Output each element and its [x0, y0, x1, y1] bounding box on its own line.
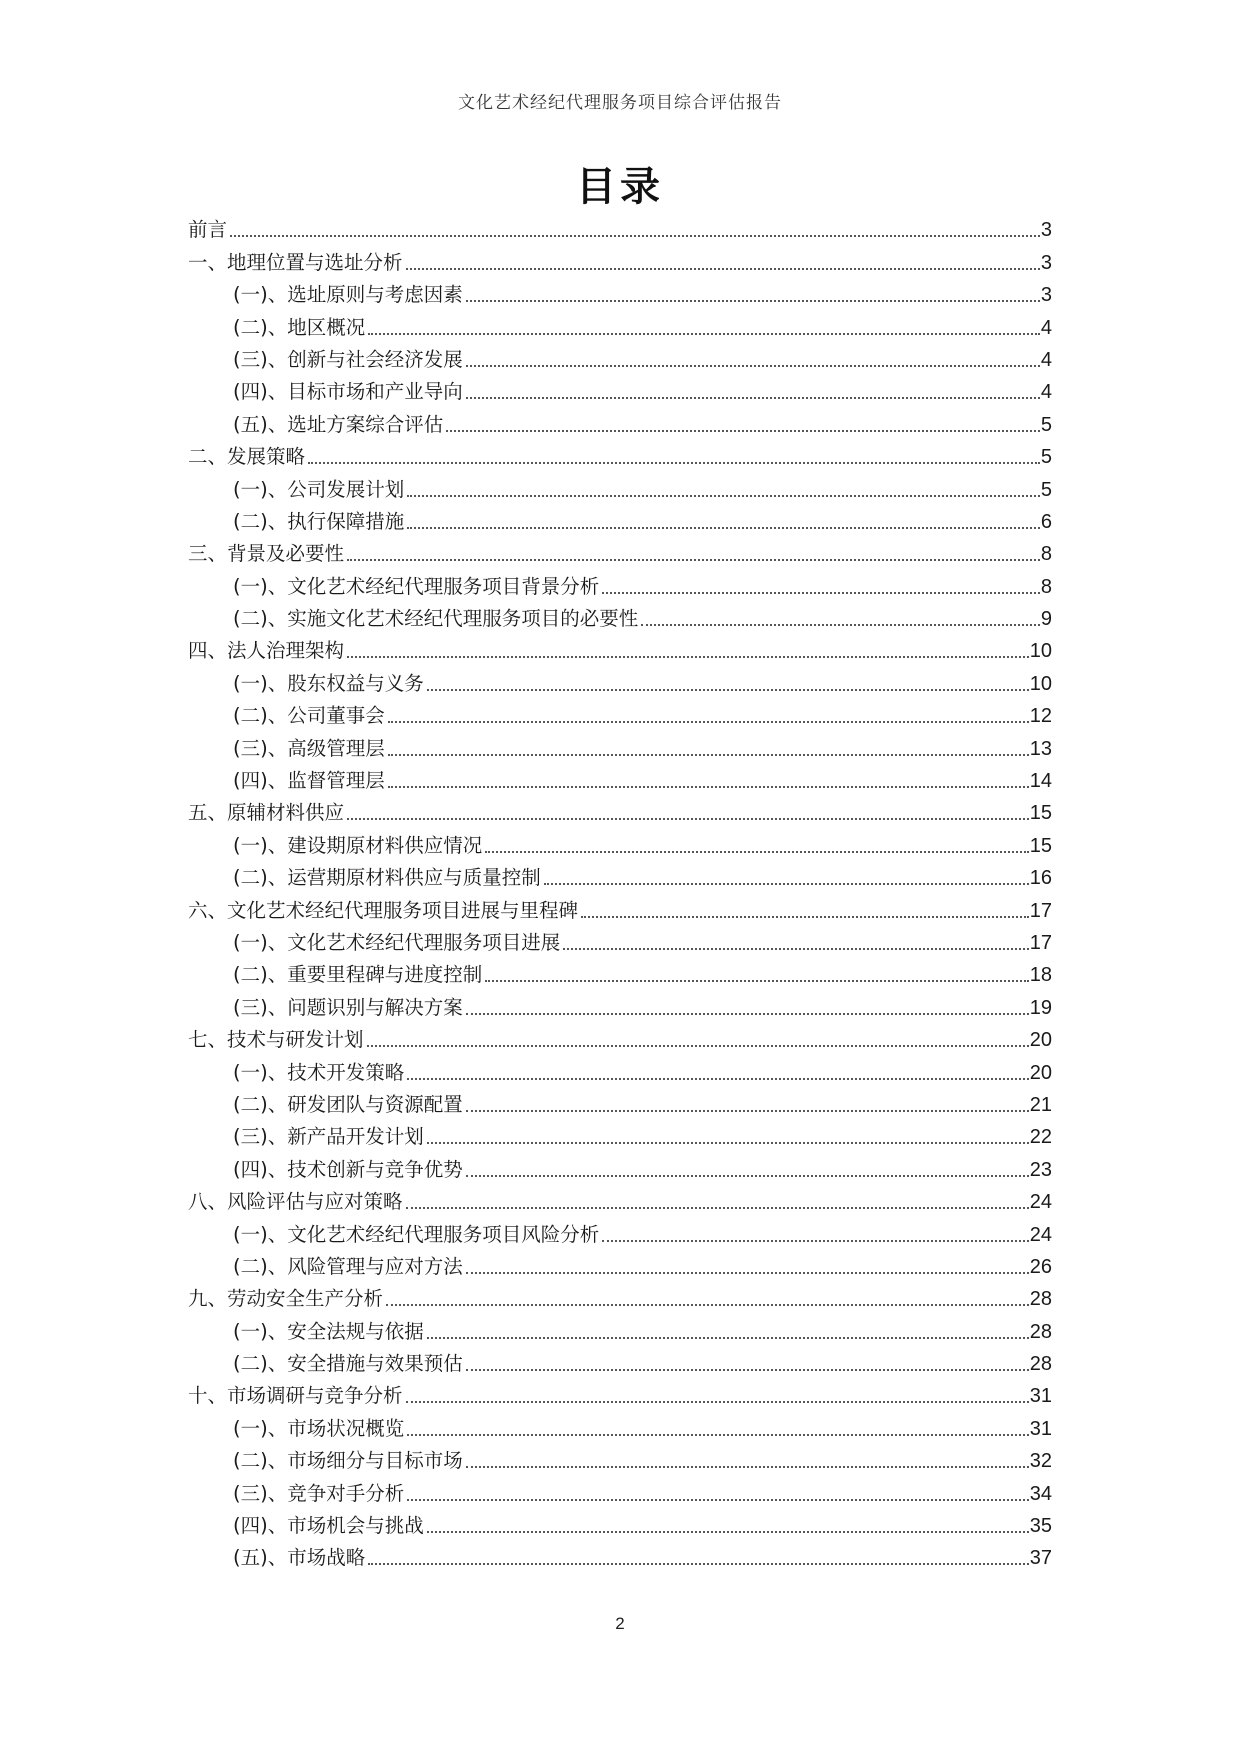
- toc-entry-label: 七、技术与研发计划: [188, 1028, 364, 1052]
- dot-leader: [563, 948, 1029, 950]
- table-of-contents: [188, 213, 1052, 1573]
- toc-entry-page-number: 4: [1040, 381, 1052, 404]
- toc-entry-page-number: 28: [1029, 1320, 1052, 1343]
- toc-entry-page-number: 26: [1029, 1255, 1052, 1278]
- toc-section-entry[interactable]: [188, 343, 1052, 375]
- toc-entry-label: (四)、监督管理层: [233, 769, 385, 793]
- dot-leader: [641, 624, 1040, 626]
- dot-leader: [466, 1110, 1029, 1112]
- toc-entry-page-number: 5: [1040, 446, 1052, 469]
- dot-leader: [388, 786, 1029, 788]
- dot-leader: [544, 883, 1029, 885]
- dot-leader: [347, 559, 1040, 561]
- toc-section-entry[interactable]: [188, 1088, 1052, 1120]
- dot-leader: [406, 1207, 1029, 1209]
- toc-entry-page-number: 31: [1029, 1385, 1052, 1408]
- toc-section-entry[interactable]: [188, 278, 1052, 310]
- toc-entry-label: (一)、文化艺术经纪代理服务项目风险分析: [233, 1222, 600, 1246]
- toc-entry-label: (五)、选址方案综合评估: [233, 412, 444, 436]
- dot-leader: [367, 1045, 1029, 1047]
- toc-section-entry[interactable]: [188, 1476, 1052, 1508]
- dot-leader: [407, 1499, 1029, 1501]
- toc-entry-page-number: 17: [1029, 899, 1052, 922]
- toc-entry-label: (三)、问题识别与解决方案: [233, 995, 463, 1019]
- toc-entry-label: 九、劳动安全生产分析: [188, 1287, 384, 1311]
- toc-entry-page-number: 20: [1029, 1029, 1052, 1052]
- toc-section-entry[interactable]: [188, 1541, 1052, 1573]
- dot-leader: [406, 1401, 1029, 1403]
- toc-entry-label: (一)、股东权益与义务: [233, 671, 424, 695]
- toc-entry-label: 八、风险评估与应对策略: [188, 1190, 403, 1214]
- toc-entry-label: (二)、公司董事会: [233, 704, 385, 728]
- toc-entry-page-number: 5: [1040, 478, 1052, 501]
- toc-entry-label: (二)、安全措施与效果预估: [233, 1352, 463, 1376]
- dot-leader: [466, 300, 1040, 302]
- dot-leader: [388, 721, 1029, 723]
- toc-entry-label: (一)、文化艺术经纪代理服务项目进展: [233, 930, 561, 954]
- toc-entry-page-number: 15: [1029, 802, 1052, 825]
- toc-entry-label: 二、发展策略: [188, 445, 306, 469]
- dot-leader: [308, 462, 1040, 464]
- toc-entry-page-number: 4: [1040, 348, 1052, 371]
- toc-section-entry[interactable]: [188, 1055, 1052, 1087]
- toc-chapter-entry[interactable]: [188, 1282, 1052, 1314]
- toc-entry-label: 四、法人治理架构: [188, 639, 345, 663]
- dot-leader: [368, 1563, 1029, 1565]
- toc-entry-label: (三)、高级管理层: [233, 736, 385, 760]
- dot-leader: [427, 1142, 1029, 1144]
- toc-entry-page-number: 3: [1040, 219, 1052, 242]
- toc-section-entry[interactable]: [188, 1250, 1052, 1282]
- dot-leader: [466, 365, 1040, 367]
- toc-entry-label: (二)、实施文化艺术经纪代理服务项目的必要性: [233, 607, 639, 631]
- toc-section-entry[interactable]: [188, 764, 1052, 796]
- toc-entry-label: (三)、创新与社会经济发展: [233, 347, 463, 371]
- toc-section-entry[interactable]: [188, 666, 1052, 698]
- toc-section-entry[interactable]: [188, 1444, 1052, 1476]
- toc-entry-page-number: 18: [1029, 964, 1052, 987]
- dot-leader: [466, 1466, 1029, 1468]
- toc-entry-page-number: 24: [1029, 1191, 1052, 1214]
- dot-leader: [386, 1304, 1029, 1306]
- toc-entry-label: 十、市场调研与竞争分析: [188, 1384, 403, 1408]
- toc-chapter-entry[interactable]: [188, 634, 1052, 666]
- toc-chapter-entry[interactable]: [188, 537, 1052, 569]
- toc-section-entry[interactable]: [188, 1314, 1052, 1346]
- toc-section-entry[interactable]: [188, 407, 1052, 439]
- toc-entry-label: (一)、建设期原材料供应情况: [233, 833, 483, 857]
- toc-entry-page-number: 34: [1029, 1482, 1052, 1505]
- toc-chapter-entry[interactable]: [188, 1023, 1052, 1055]
- toc-entry-page-number: 9: [1040, 608, 1052, 631]
- toc-chapter-entry[interactable]: [188, 1185, 1052, 1217]
- toc-section-entry[interactable]: [188, 990, 1052, 1022]
- dot-leader: [446, 430, 1040, 432]
- toc-entry-page-number: 31: [1029, 1417, 1052, 1440]
- toc-section-entry[interactable]: [188, 1120, 1052, 1152]
- dot-leader: [466, 397, 1040, 399]
- toc-entry-label: 五、原辅材料供应: [188, 801, 345, 825]
- toc-section-entry[interactable]: [188, 310, 1052, 342]
- dot-leader: [427, 689, 1029, 691]
- toc-section-entry[interactable]: [188, 569, 1052, 601]
- dot-leader: [230, 235, 1040, 237]
- toc-chapter-entry[interactable]: [188, 796, 1052, 828]
- toc-section-entry[interactable]: [188, 1152, 1052, 1184]
- toc-entry-label: (二)、执行保障措施: [233, 509, 405, 533]
- toc-entry-label: 六、文化艺术经纪代理服务项目进展与里程碑: [188, 898, 579, 922]
- toc-section-entry[interactable]: [188, 731, 1052, 763]
- toc-entry-page-number: 8: [1040, 543, 1052, 566]
- dot-leader: [388, 754, 1029, 756]
- toc-section-entry[interactable]: [188, 1217, 1052, 1249]
- running-header: 文化艺术经纪代理服务项目综合评估报告: [458, 93, 782, 113]
- toc-chapter-entry[interactable]: [188, 893, 1052, 925]
- toc-entry-label: (一)、选址原则与考虑因素: [233, 283, 463, 307]
- toc-entry-page-number: 19: [1029, 996, 1052, 1019]
- toc-chapter-entry[interactable]: [188, 440, 1052, 472]
- toc-entry-page-number: 10: [1029, 672, 1052, 695]
- toc-entry-page-number: 3: [1040, 251, 1052, 274]
- toc-entry-page-number: 5: [1040, 413, 1052, 436]
- toc-entry-label: (四)、市场机会与挑战: [233, 1514, 424, 1538]
- toc-section-entry[interactable]: [188, 1347, 1052, 1379]
- toc-entry-page-number: 21: [1029, 1093, 1052, 1116]
- toc-entry-page-number: 6: [1040, 510, 1052, 533]
- toc-section-entry[interactable]: [188, 958, 1052, 990]
- toc-entry-label: (二)、风险管理与应对方法: [233, 1254, 463, 1278]
- toc-chapter-entry[interactable]: [188, 245, 1052, 277]
- toc-entry-page-number: 32: [1029, 1450, 1052, 1473]
- dot-leader: [368, 333, 1040, 335]
- dot-leader: [407, 527, 1040, 529]
- toc-entry-label: (二)、重要里程碑与进度控制: [233, 963, 483, 987]
- dot-leader: [602, 1240, 1029, 1242]
- toc-section-entry[interactable]: [188, 1411, 1052, 1443]
- toc-entry-page-number: 15: [1029, 834, 1052, 857]
- toc-entry-page-number: 28: [1029, 1353, 1052, 1376]
- toc-title: 目录: [576, 164, 664, 210]
- dot-leader: [406, 268, 1040, 270]
- toc-entry-page-number: 10: [1029, 640, 1052, 663]
- dot-leader: [466, 1175, 1029, 1177]
- dot-leader: [466, 1272, 1029, 1274]
- toc-entry-page-number: 13: [1029, 737, 1052, 760]
- toc-entry-label: (二)、运营期原材料供应与质量控制: [233, 866, 541, 890]
- toc-entry-page-number: 12: [1029, 705, 1052, 728]
- toc-entry-label: (一)、技术开发策略: [233, 1060, 405, 1084]
- toc-entry-page-number: 14: [1029, 770, 1052, 793]
- toc-entry-page-number: 24: [1029, 1223, 1052, 1246]
- toc-entry-label: 一、地理位置与选址分析: [188, 250, 403, 274]
- toc-entry-page-number: 3: [1040, 284, 1052, 307]
- toc-entry-label: (一)、安全法规与依据: [233, 1319, 424, 1343]
- toc-entry-page-number: 16: [1029, 867, 1052, 890]
- dot-leader: [407, 1434, 1029, 1436]
- toc-entry-page-number: 28: [1029, 1288, 1052, 1311]
- dot-leader: [602, 592, 1040, 594]
- toc-entry-label: (三)、竞争对手分析: [233, 1481, 405, 1505]
- dot-leader: [427, 1337, 1029, 1339]
- dot-leader: [407, 1078, 1029, 1080]
- toc-section-entry[interactable]: [188, 1509, 1052, 1541]
- toc-entry-label: 三、背景及必要性: [188, 542, 345, 566]
- toc-entry-page-number: 20: [1029, 1061, 1052, 1084]
- toc-entry-label: (二)、市场细分与目标市场: [233, 1449, 463, 1473]
- page-number: 2: [615, 1614, 625, 1633]
- toc-chapter-entry[interactable]: [188, 1379, 1052, 1411]
- toc-entry-label: (三)、新产品开发计划: [233, 1125, 424, 1149]
- toc-section-entry[interactable]: [188, 375, 1052, 407]
- toc-section-entry[interactable]: [188, 472, 1052, 504]
- dot-leader: [427, 1531, 1029, 1533]
- dot-leader: [466, 1369, 1029, 1371]
- toc-section-entry[interactable]: [188, 926, 1052, 958]
- toc-section-entry[interactable]: [188, 828, 1052, 860]
- toc-entry-page-number: 22: [1029, 1126, 1052, 1149]
- toc-section-entry[interactable]: [188, 602, 1052, 634]
- toc-entry-label: (四)、技术创新与竞争优势: [233, 1157, 463, 1181]
- toc-entry-page-number: 23: [1029, 1158, 1052, 1181]
- toc-entry-page-number: 37: [1029, 1547, 1052, 1570]
- toc-entry-label: (一)、文化艺术经纪代理服务项目背景分析: [233, 574, 600, 598]
- toc-entry-page-number: 8: [1040, 575, 1052, 598]
- toc-section-entry[interactable]: [188, 699, 1052, 731]
- toc-entry-label: (四)、目标市场和产业导向: [233, 380, 463, 404]
- dot-leader: [466, 1013, 1029, 1015]
- toc-entry-label: (二)、地区概况: [233, 315, 366, 339]
- dot-leader: [485, 851, 1029, 853]
- toc-entry-label: (一)、公司发展计划: [233, 477, 405, 501]
- toc-entry-label: 前言: [188, 218, 228, 242]
- dot-leader: [407, 495, 1040, 497]
- toc-entry-page-number: 17: [1029, 931, 1052, 954]
- toc-entry-label: (二)、研发团队与资源配置: [233, 1092, 463, 1116]
- dot-leader: [347, 818, 1029, 820]
- dot-leader: [581, 916, 1029, 918]
- toc-entry-label: (一)、市场状况概览: [233, 1416, 405, 1440]
- dot-leader: [347, 656, 1029, 658]
- dot-leader: [485, 980, 1029, 982]
- toc-section-entry[interactable]: [188, 861, 1052, 893]
- toc-entry-label: (五)、市场战略: [233, 1546, 366, 1570]
- toc-entry-page-number: 4: [1040, 316, 1052, 339]
- toc-section-entry[interactable]: [188, 505, 1052, 537]
- toc-entry-page-number: 35: [1029, 1515, 1052, 1538]
- toc-chapter-entry[interactable]: [188, 213, 1052, 245]
